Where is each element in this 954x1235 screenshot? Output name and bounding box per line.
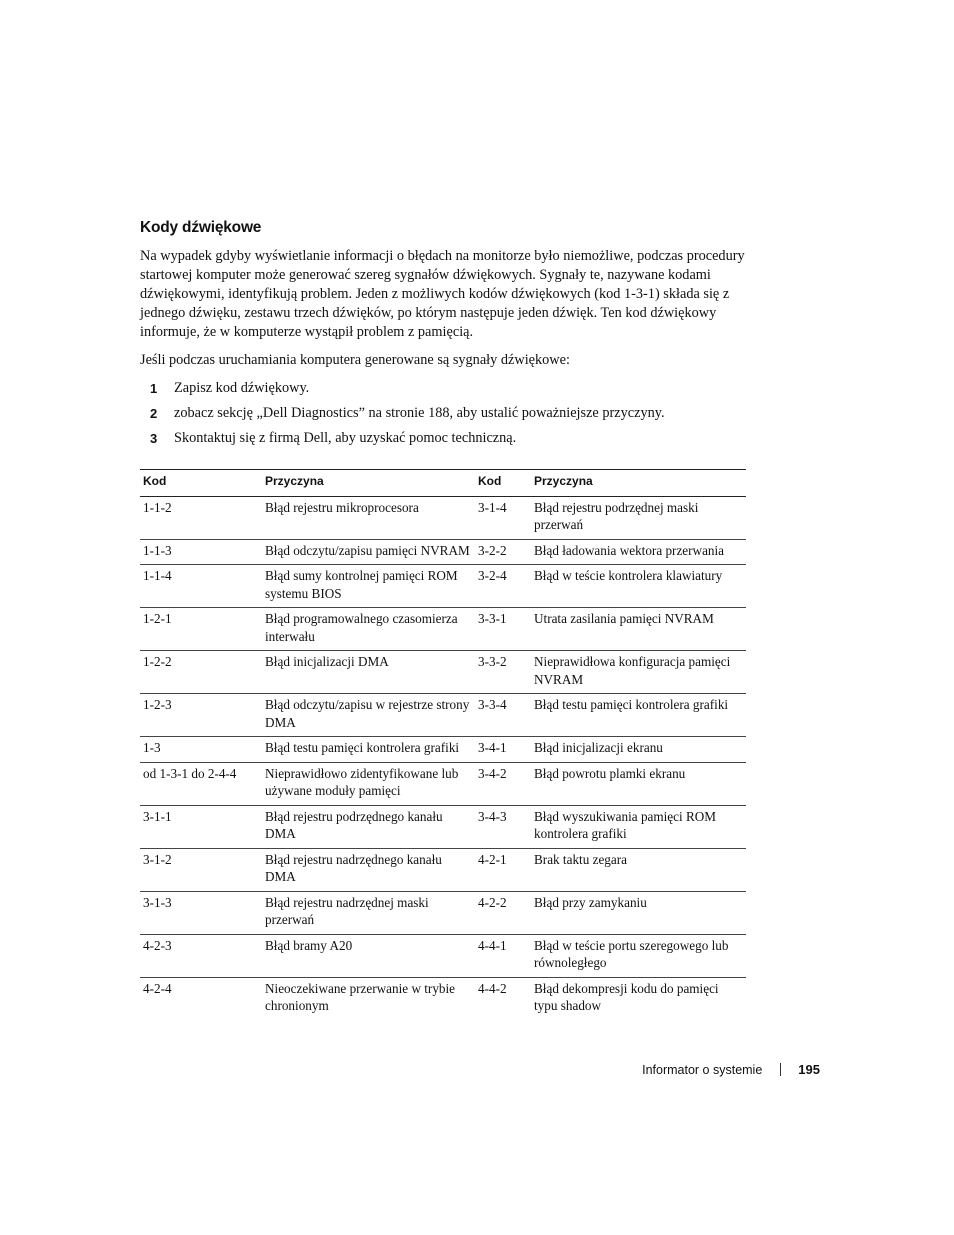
cell-przyczyna: Błąd inicjalizacji ekranu — [531, 737, 746, 763]
footer-separator — [780, 1063, 781, 1076]
table-row — [140, 539, 746, 565]
page-content — [140, 218, 746, 1020]
step-text: Skontaktuj się z firmą Dell, aby uzyskać pomoc techniczną. — [174, 430, 517, 446]
step-number: 2 — [150, 406, 158, 421]
cell-przyczyna: Błąd wyszukiwania pamięci ROM kontrolera grafiki — [531, 805, 746, 848]
cell-kod: 3-1-3 — [140, 891, 262, 934]
cell-kod: 3-3-4 — [475, 694, 531, 737]
cell-przyczyna: Błąd rejestru nadrzędnej maski przerwań — [262, 891, 475, 934]
table-row — [140, 608, 746, 651]
cell-kod: 4-4-1 — [475, 934, 531, 977]
cell-kod: 4-4-2 — [478, 980, 507, 996]
cell-kod: 3-1-2 — [140, 848, 262, 891]
cell-przyczyna: Błąd powrotu plamki ekranu — [531, 762, 746, 805]
cell-przyczyna: Błąd rejestru nadrzędnego kanału DMA — [262, 848, 475, 891]
intro-paragraph: Na wypadek gdyby wyświetlanie informacji o błędach na monitorze było niemożliwe, podczas procedury startowej komputer może generować szereg sygnałów dźwiękowych. Sygnały te, nazywane kodami dźwiękowymi, identyfikują problem. Jeden z możliwych kodów dźwiękowych (kod 1-3-1) składa się z jednego dźwięku, zestawu trzech dźwięków, po którym następuje jeden dźwięk. Ten kod dźwiękowy informuje, że w komputerze wystąpił problem z pamięcią. — [140, 248, 745, 340]
cell-kod: 3-2-4 — [475, 565, 531, 608]
cell-przyczyna: Błąd programowalnego czasomierza interwału — [262, 608, 475, 651]
cell-kod: 3-4-1 — [475, 737, 531, 763]
cell-przyczyna: Brak taktu zegara — [531, 848, 746, 891]
cell-przyczyna: Utrata zasilania pamięci NVRAM — [531, 608, 746, 651]
cell-kod: 3-4-3 — [475, 805, 531, 848]
cell-kod: 3-4-2 — [475, 762, 531, 805]
step-text: Zapisz kod dźwiękowy. — [174, 380, 310, 396]
cell-przyczyna: Błąd rejestru podrzędnej maski przerwań — [531, 496, 746, 539]
cell-kod: 3-3-1 — [475, 608, 531, 651]
table-row — [140, 848, 746, 891]
cell-przyczyna: Błąd testu pamięci kontrolera grafiki — [531, 694, 746, 737]
steps-list — [140, 379, 746, 448]
cell-kod: 4-2-2 — [475, 891, 531, 934]
cell-przyczyna: Błąd dekompresji kodu do pamięci typu shadow — [534, 980, 719, 1013]
step-item — [140, 379, 746, 398]
cell-przyczyna: Błąd w teście portu szeregowego lub równoległego — [531, 934, 746, 977]
cell-przyczyna: Nieprawidłowa konfiguracja pamięci NVRAM — [531, 651, 746, 694]
cell-przyczyna: Błąd inicjalizacji DMA — [262, 651, 475, 694]
page-number: 195 — [798, 1062, 820, 1077]
table-row — [140, 977, 746, 1020]
cell-kod: 4-2-3 — [140, 934, 262, 977]
cell-przyczyna: Błąd ładowania wektora przerwania — [531, 539, 746, 565]
cell-przyczyna: Błąd rejestru mikroprocesora — [262, 496, 475, 539]
cell-przyczyna: Błąd sumy kontrolnej pamięci ROM systemu BIOS — [262, 565, 475, 608]
table-row — [140, 694, 746, 737]
cell-kod: 1-1-4 — [140, 565, 262, 608]
cell-przyczyna: Błąd przy zamykaniu — [531, 891, 746, 934]
cell-przyczyna: Błąd w teście kontrolera klawiatury — [531, 565, 746, 608]
cell-kod: 3-1-4 — [475, 496, 531, 539]
lead-paragraph: Jeśli podczas uruchamiania komputera generowane są sygnały dźwiękowe: — [140, 352, 570, 368]
table-row — [140, 737, 746, 763]
cell-przyczyna: Nieoczekiwane przerwanie w trybie chronionym — [265, 980, 456, 1013]
table-row — [140, 805, 746, 848]
step-item — [140, 429, 746, 448]
step-text: zobacz sekcję „Dell Diagnostics” na stronie 188, aby ustalić poważniejsze przyczyny. — [174, 405, 665, 421]
header-przyczyna: Przyczyna — [531, 470, 746, 497]
header-przyczyna: Przyczyna — [262, 470, 475, 497]
step-number: 1 — [150, 381, 158, 396]
cell-przyczyna: Nieprawidłowo zidentyfikowane lub używane moduły pamięci — [262, 762, 475, 805]
cell-kod: 3-1-1 — [140, 805, 262, 848]
table-row — [140, 496, 746, 539]
cell-przyczyna: Błąd testu pamięci kontrolera grafiki — [262, 737, 475, 763]
cell-kod: 3-3-2 — [475, 651, 531, 694]
header-kod: Kod — [475, 470, 531, 497]
cell-kod: 1-1-2 — [140, 496, 262, 539]
section-title: Kody dźwiękowe — [140, 219, 262, 236]
table-row — [140, 762, 746, 805]
table-header-row — [140, 470, 746, 497]
table-row — [140, 651, 746, 694]
cell-kod: 3-2-2 — [475, 539, 531, 565]
cell-kod: 1-3 — [140, 737, 262, 763]
cell-przyczyna: Błąd rejestru podrzędnego kanału DMA — [262, 805, 475, 848]
cell-kod: 1-2-3 — [140, 694, 262, 737]
cell-przyczyna: Błąd odczytu/zapisu pamięci NVRAM — [262, 539, 475, 565]
header-kod: Kod — [140, 470, 262, 497]
table-row — [140, 934, 746, 977]
cell-kod: 1-1-3 — [140, 539, 262, 565]
cell-przyczyna: Błąd bramy A20 — [262, 934, 475, 977]
cell-kod: 4-2-1 — [475, 848, 531, 891]
table-row — [140, 565, 746, 608]
cell-kod: 1-2-1 — [140, 608, 262, 651]
beep-codes-table — [140, 469, 746, 1020]
page-footer — [580, 1062, 820, 1078]
footer-section-name: Informator o systemie — [642, 1063, 763, 1077]
cell-kod: 4-2-4 — [143, 980, 172, 996]
table-row — [140, 891, 746, 934]
cell-kod: od 1-3-1 do 2-4-4 — [140, 762, 262, 805]
step-number: 3 — [150, 431, 158, 446]
cell-przyczyna: Błąd odczytu/zapisu w rejestrze strony DMA — [262, 694, 475, 737]
cell-kod: 1-2-2 — [140, 651, 262, 694]
step-item — [140, 404, 746, 423]
